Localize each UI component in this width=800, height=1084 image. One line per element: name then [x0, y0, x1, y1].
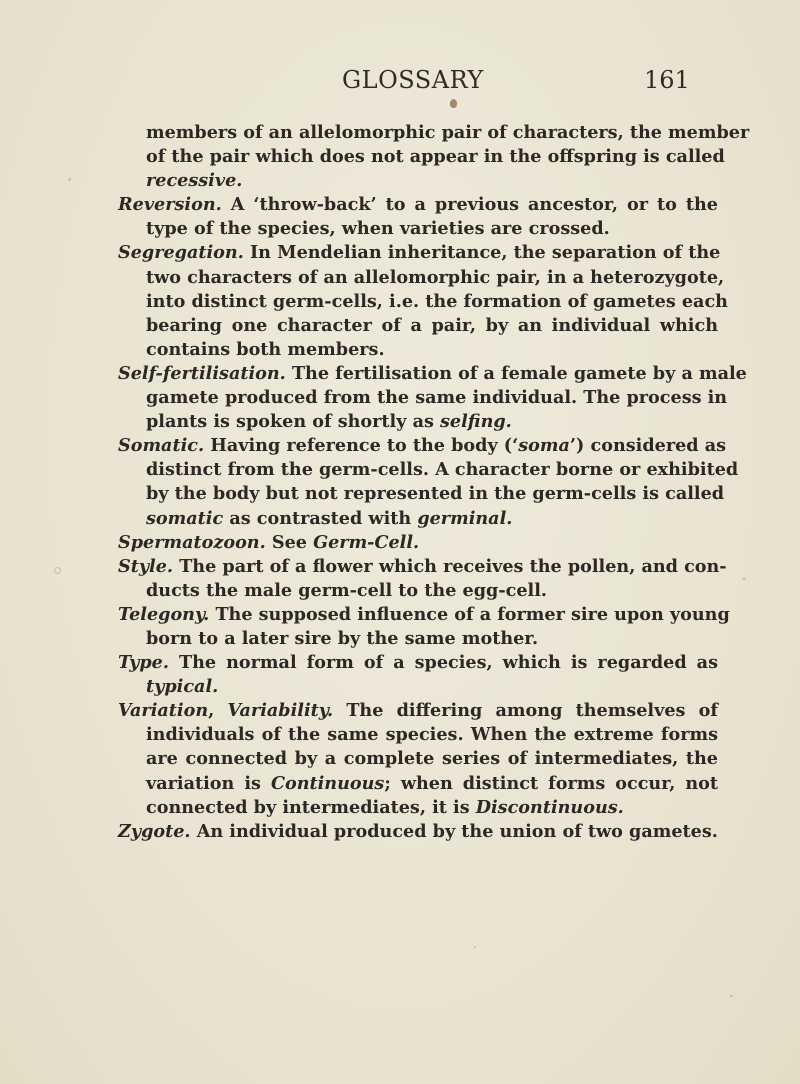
glossary-entry — [118, 651, 718, 699]
glossary-line — [118, 603, 730, 627]
body-text: An individual produced by the union of two gametes. — [190, 820, 718, 842]
italic-text: typical. — [146, 676, 219, 698]
ink-blot-mark — [450, 99, 457, 108]
glossary-line — [118, 241, 721, 265]
italic-text: Continuous — [270, 772, 385, 794]
body-text: by the body but not represented in the germ-cells is called — [146, 483, 725, 505]
glossary-line — [118, 121, 750, 145]
page-header — [0, 66, 800, 106]
body-text: bearing one character of a pair, by an individual which — [146, 314, 718, 336]
glossary-line — [118, 772, 718, 796]
body-text: ’) considered as — [569, 435, 727, 457]
glossary-entry — [118, 699, 718, 819]
paper-speck — [68, 178, 71, 181]
glossary-line — [118, 507, 718, 531]
italic-text: selfing. — [440, 411, 512, 433]
body-text: contains both members. — [146, 338, 385, 360]
glossary-line — [118, 796, 718, 820]
italic-text: Telegony. — [118, 603, 210, 625]
running-title: GLOSSARY — [342, 66, 484, 94]
body-text: individuals of the same species. When the extreme forms — [146, 724, 718, 746]
body-text: A ‘throw-back’ to a previous ancestor, or to the — [221, 194, 718, 216]
body-text: as contrasted with — [223, 507, 418, 529]
body-text: plants is spoken of shortly as — [146, 411, 441, 433]
body-text: In Mendelian inheritance, the separation of the — [243, 242, 721, 264]
paper-speck — [730, 995, 733, 997]
body-text: two characters of an allelomorphic pair, in a heterozygote, — [146, 266, 725, 288]
body-text: connected by intermediates, it is — [146, 796, 476, 818]
body-text: distinct from the germ-cells. A character borne or exhibited — [146, 459, 739, 481]
glossary-line — [118, 169, 718, 193]
glossary-line — [118, 699, 718, 723]
glossary-line — [118, 820, 718, 844]
glossary-line — [118, 266, 725, 290]
glossary-line — [118, 290, 728, 314]
glossary-entry — [118, 362, 747, 434]
body-text: The part of a flower which receives the pollen, and con- — [173, 555, 727, 577]
paper-speck — [474, 946, 476, 948]
body-text: are connected by a complete series of intermediates, the — [146, 748, 718, 770]
italic-text: Self-fertilisation. — [118, 362, 286, 384]
italic-text: Germ-Cell. — [313, 531, 420, 553]
glossary-line — [118, 723, 718, 747]
italic-text: Discontinuous. — [475, 796, 624, 818]
body-text: ducts the male germ-cell to the egg-cell. — [146, 579, 548, 601]
glossary-line — [118, 627, 718, 651]
italic-text: Segregation. — [118, 242, 244, 264]
body-text: of the pair which does not appear in the offspring is called — [146, 146, 725, 168]
body-text: members of an allelomorphic pair of characters, the member — [146, 122, 750, 143]
glossary-entry — [118, 531, 718, 555]
italic-text: germinal. — [417, 507, 513, 529]
italic-text: somatic — [146, 507, 224, 529]
italic-text: Style. — [118, 555, 174, 577]
body-text: variation is — [146, 772, 271, 794]
italic-text: Somatic. — [118, 435, 205, 457]
glossary-line — [118, 145, 725, 169]
glossary-entry — [118, 434, 739, 530]
italic-text: Variability. — [227, 700, 334, 722]
glossary-line — [118, 675, 718, 699]
italic-text: Reversion. — [118, 194, 222, 216]
italic-text: Variation — [118, 700, 209, 722]
body-text: The differing among themselves of — [333, 700, 718, 722]
glossary-line — [118, 651, 718, 675]
glossary-entry — [118, 555, 727, 603]
body-text: Having reference to the body (‘ — [204, 435, 519, 457]
paper-speck — [742, 578, 746, 580]
glossary-text — [118, 121, 750, 844]
glossary-entry-continued — [118, 121, 750, 193]
glossary-line — [118, 338, 718, 362]
glossary-line — [118, 555, 727, 579]
glossary-line — [118, 434, 727, 458]
body-text: The fertilisation of a female gamete by a male — [285, 362, 747, 384]
glossary-entry — [118, 193, 718, 241]
glossary-line — [118, 314, 718, 338]
italic-text: Type. — [118, 652, 170, 674]
glossary-line — [118, 579, 718, 603]
body-text: born to a later sire by the same mother. — [146, 627, 539, 649]
glossary-line — [118, 747, 718, 771]
glossary-line — [118, 531, 718, 555]
italic-text: soma — [518, 435, 570, 457]
body-text: See — [265, 531, 314, 553]
glossary-line — [118, 362, 747, 386]
body-text: The normal form of a species, which is regarded as — [169, 652, 718, 674]
italic-text: recessive. — [146, 170, 243, 192]
italic-text: Spermatozoon. — [118, 531, 266, 553]
glossary-line — [118, 410, 718, 434]
page-number: 161 — [644, 66, 690, 94]
glossary-line — [118, 193, 718, 217]
body-text: gamete produced from the same individual. The process in — [146, 387, 728, 409]
body-text: The supposed influence of a former sire upon young — [209, 603, 730, 625]
glossary-entry — [118, 820, 718, 844]
italic-text: Zygote. — [118, 820, 191, 842]
glossary-entry — [118, 603, 730, 651]
paper-speck — [54, 567, 61, 574]
glossary-entry — [118, 241, 728, 361]
glossary-line — [118, 482, 725, 506]
body-text: , — [208, 700, 228, 722]
glossary-line — [118, 458, 739, 482]
glossary-line — [118, 386, 728, 410]
body-text: type of the species, when varieties are crossed. — [146, 218, 610, 240]
body-text: ; when distinct forms occur, not — [384, 772, 718, 794]
glossary-line — [118, 217, 718, 241]
body-text: into distinct germ-cells, i.e. the formation of gametes each — [146, 290, 728, 312]
